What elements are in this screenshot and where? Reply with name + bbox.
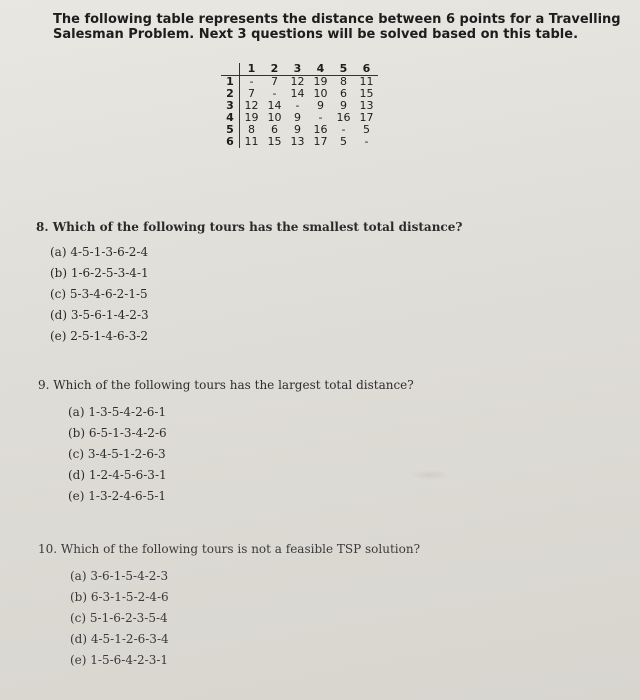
table-cell: - [341,123,346,136]
table-cell: 6 [271,123,278,136]
row-header: 5 [221,124,240,136]
question-text: 10. Which of the following tours is not a feasible TSP solution? [38,542,421,556]
table-cell: 7 [271,75,278,88]
question-text: 8. Which of the following tours has the smallest total distance? [36,220,463,234]
table-cell: 10 [313,87,328,100]
table-cell: 9 [340,99,347,112]
table-cell: 5 [340,135,347,148]
column-header: 1 [240,63,264,76]
question-8 [36,220,462,347]
option-c: (c) 5-3-4-6-2-1-5 [50,287,148,301]
option-d: (d) 1-2-4-5-6-3-1 [68,468,167,482]
table-cell: 12 [290,75,305,88]
table-cell: - [272,87,277,100]
option-list [68,402,414,507]
option-e: (e) 1-3-2-4-6-5-1 [68,489,167,503]
table-cell: 15 [267,135,282,148]
option-b: (b) 6-3-1-5-2-4-6 [70,590,169,604]
table-cell: 12 [244,99,259,112]
table-cell: 16 [313,123,328,136]
table-cell: 8 [340,75,347,88]
table-corner [221,63,240,76]
question-text: 9. Which of the following tours has the largest total distance? [38,378,414,392]
row-header: 4 [221,112,240,124]
column-header: 4 [309,63,332,76]
row-header: 2 [221,88,240,100]
table-cell: 9 [294,111,301,124]
table-cell: 17 [313,135,328,148]
paper-smudge [410,470,450,480]
table-row [221,136,378,148]
table-cell: 8 [248,123,255,136]
table-cell: 16 [336,111,351,124]
table-cell: 17 [359,111,374,124]
table-cell: 13 [359,99,374,112]
table-cell: 11 [359,75,374,88]
table-cell: 9 [317,99,324,112]
intro-paragraph: The following table represents the distance between 6 points for a Travelling Salesman Problem. Next 3 questions will be solved based on this table. [53,12,621,42]
column-header: 3 [286,63,309,76]
option-c: (c) 5-1-6-2-3-5-4 [70,611,168,625]
option-d: (d) 3-5-6-1-4-2-3 [50,308,149,322]
table-cell: 6 [340,87,347,100]
option-c: (c) 3-4-5-1-2-6-3 [68,447,166,461]
table-cell: 14 [290,87,305,100]
column-header: 6 [355,63,378,76]
table-cell: 10 [267,111,282,124]
table-cell: 14 [267,99,282,112]
option-b: (b) 6-5-1-3-4-2-6 [68,426,167,440]
table-cell: 9 [294,123,301,136]
table-cell: 19 [244,111,259,124]
table-cell: 7 [248,87,255,100]
table-cell: 19 [313,75,328,88]
option-a: (a) 4-5-1-3-6-2-4 [50,245,149,259]
question-10 [38,542,420,671]
option-list [50,242,462,347]
column-header: 2 [263,63,286,76]
table-cell: 11 [244,135,259,148]
table-cell: - [318,111,323,124]
table-cell: 13 [290,135,305,148]
question-9 [38,378,414,507]
table-cell: - [364,135,369,148]
option-a: (a) 1-3-5-4-2-6-1 [68,405,167,419]
table-cell: 5 [363,123,370,136]
table-cell: 15 [359,87,374,100]
row-header: 1 [221,76,240,89]
row-header: 6 [221,136,240,148]
option-list [70,566,420,671]
distance-table [221,63,378,148]
option-e: (e) 2-5-1-4-6-3-2 [50,329,149,343]
table-cell: - [295,99,300,112]
row-header: 3 [221,100,240,112]
column-header: 5 [332,63,355,76]
table-header-row [221,63,378,76]
table-cell: - [249,75,254,88]
option-b: (b) 1-6-2-5-3-4-1 [50,266,149,280]
option-a: (a) 3-6-1-5-4-2-3 [70,569,169,583]
option-e: (e) 1-5-6-4-2-3-1 [70,653,169,667]
option-d: (d) 4-5-1-2-6-3-4 [70,632,169,646]
